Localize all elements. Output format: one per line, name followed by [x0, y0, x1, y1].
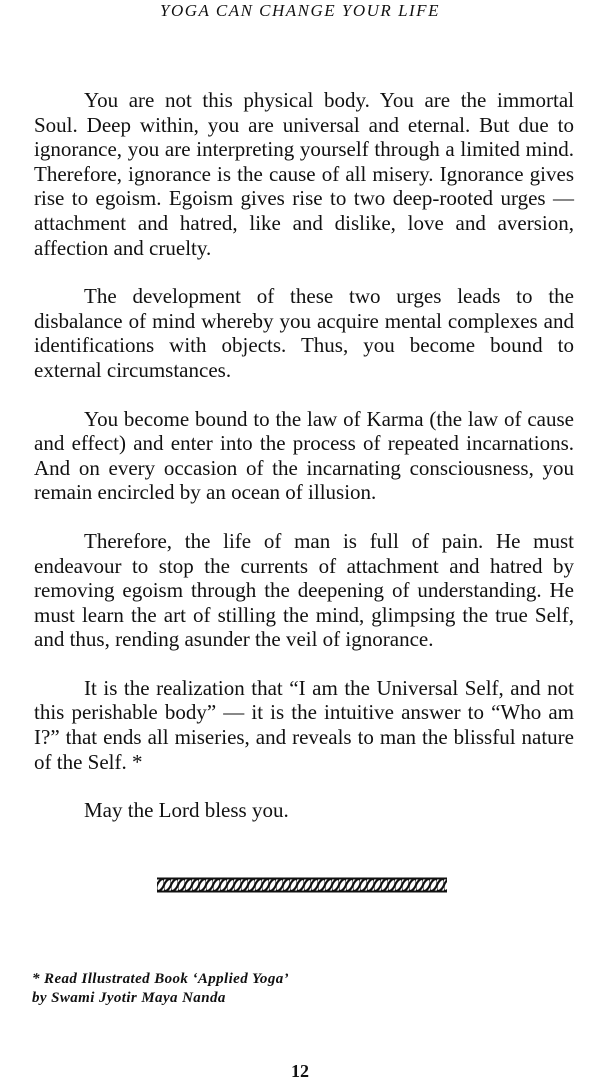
page-number: 12	[291, 1061, 309, 1081]
footnote-marker: *	[131, 749, 143, 774]
footnote-line: by Swami Jyotir Maya Nanda	[32, 990, 226, 1006]
running-head: YOGA CAN CHANGE YOUR LIFE	[160, 1, 440, 20]
paragraph: You become bound to the law of Karma (the law of cause and effect) and enter into the process of repeated incarnations. And on every occasion of the incarnating consciousness, you remain encircled by an ocean of illusion.	[34, 406, 574, 505]
body-text	[34, 88, 574, 823]
paragraph-text: It is the realization that “I am the Universal Self, and not this perishable body” — it is the intuitive answer to “Who am I?” that ends all miseries, and reveals to man the blissful nature of the Self.	[34, 675, 574, 774]
paragraph	[34, 676, 574, 774]
footnote-line: * Read Illustrated Book ‘Applied Yoga’	[32, 971, 290, 987]
paragraph: You are not this physical body. You are the immortal Soul. Deep within, you are universal and eternal. But due to ignorance, you are interpreting yourself through a limited mind. Therefore, ignorance is the cause of all misery. Ignorance gives rise to egoism. Egoism gives rise to two deep-rooted urges — attachment and hatred, like and dislike, love and aversion, affection and cruelty.	[34, 88, 574, 260]
ornamental-divider	[157, 876, 447, 894]
paragraph: The development of these two urges leads to the disbalance of mind whereby you acquire mental complexes and identifications with objects. Thus, you become bound to external circumstances.	[34, 284, 574, 382]
paragraph: Therefore, the life of man is full of pain. He must endeavour to stop the currents of attachment and hatred by removing egoism through the deepening of understanding. He must learn the art of stilling the mind, glimpsing the true Self, and thus, rending asunder the veil of ignorance.	[34, 528, 574, 652]
footnote	[32, 970, 552, 1008]
closing-blessing: May the Lord bless you.	[84, 798, 289, 823]
